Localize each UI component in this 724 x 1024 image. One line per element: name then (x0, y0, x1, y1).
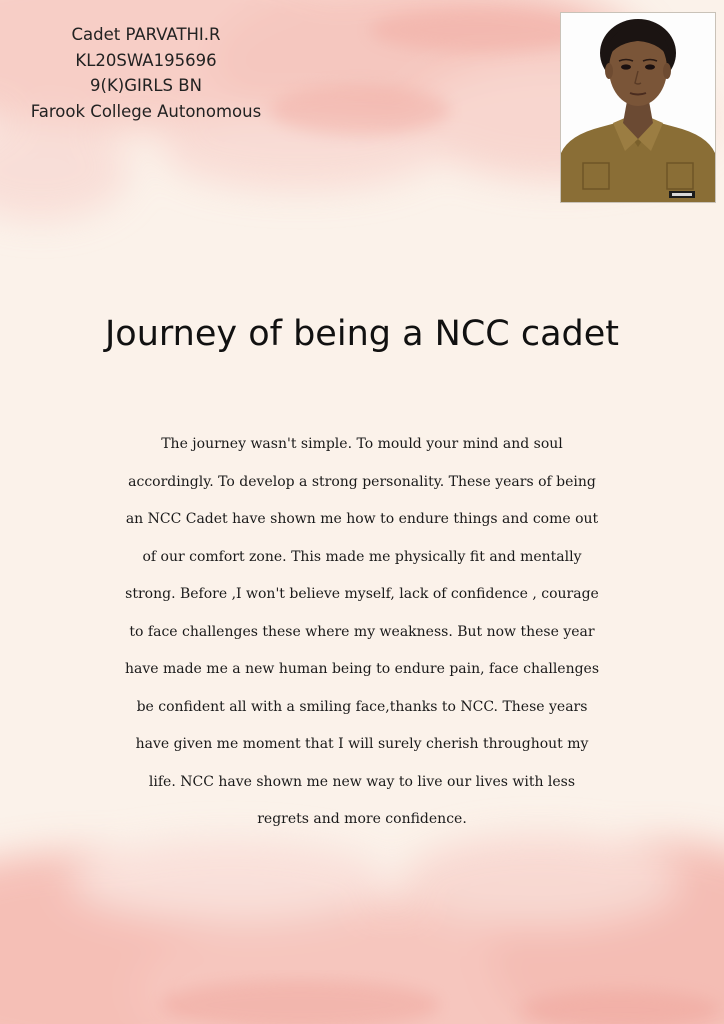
text-line: accordingly. To develop a strong personality. These years of being (128, 473, 596, 490)
journey-text (0, 426, 724, 839)
text-line: The journey wasn't simple. To mould your mind and soul (161, 436, 563, 452)
text-line: an NCC Cadet have shown me how to endure things and come out (125, 511, 599, 527)
text-line: strong. Before ,I won't believe myself, lack of confidence , courage (125, 586, 599, 602)
text-line: have given me moment that I will surely cherish throughout my (135, 736, 589, 752)
cadet-regno: KL20SWA195696 (75, 50, 217, 70)
page-title: Journey of being a NCC cadet (104, 314, 620, 354)
text-line: be confident all with a smiling face,thanks to NCC. These years (136, 698, 588, 715)
cadet-name: Cadet PARVATHI.R (71, 25, 221, 44)
text-line: regrets and more confidence. (257, 811, 467, 827)
cadet-college: Farook College Autonomous (30, 101, 262, 121)
cadet-info (0, 22, 292, 124)
cadet-photo (561, 13, 715, 202)
text-line: have made me a new human being to endure pain, face challenges (124, 661, 600, 677)
text-line: life. NCC have shown me new way to live our lives with less (148, 773, 576, 790)
text-line: of our comfort zone. This made me physically fit and mentally (142, 548, 582, 565)
text-line: to face challenges these where my weakness. But now these year (129, 623, 595, 640)
cadet-battalion: 9(K)GIRLS BN (90, 76, 202, 95)
